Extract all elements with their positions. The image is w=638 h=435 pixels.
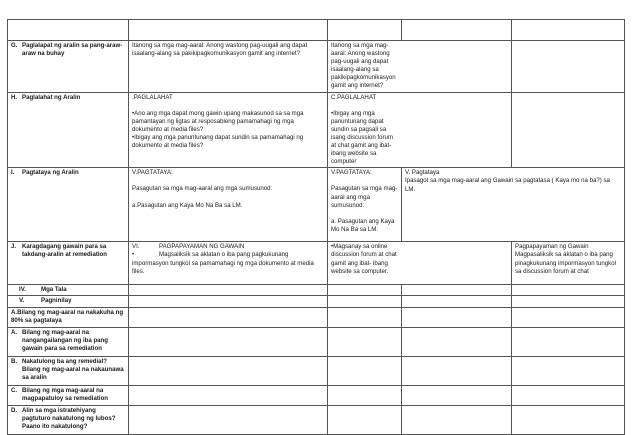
table-row-i — [8, 168, 625, 242]
row-number: G. — [11, 42, 18, 49]
row-label-cell — [8, 168, 129, 242]
table-cell — [402, 296, 512, 307]
table-cell — [402, 20, 512, 41]
row-label: Mga Tala — [41, 286, 67, 294]
bullet-text: •Ano ang mga dapat mong gawin upang makasunod sa sa mga pamantayan ng ligtas at resposableng pamamahagi ng mga dokumento at media files? — [132, 109, 304, 133]
table-row-b — [8, 356, 625, 385]
day-cell: Itanong sa mga mag-aaral: Anong wastong pag-uugali ang dapat isaalang-alang sa pakikipagkomunikasyon gamit ang internet? — [129, 41, 328, 93]
table-cell — [402, 385, 512, 405]
day-cell — [328, 168, 402, 242]
cell-text: Ipasagot sa mga mag-aaral ang Gawain sa pagtatasa ( Kaya mo na ba?) sa LM. — [405, 177, 610, 193]
table-cell — [512, 405, 625, 434]
row-label: Alin sa mga istratehiyang pagtuturo nakatulong ng lubos? Paano ito nakatulong? — [22, 406, 116, 430]
row-label: Pagtataya ng Aralin — [22, 169, 79, 177]
day-cell — [328, 41, 512, 93]
row-number: H. — [11, 93, 18, 101]
row-number: V. — [19, 297, 25, 305]
cell-text: Pagpapayaman ng Gawain Magpasaliksik sa aklatan o iba pang pinagkukunang impormasyon tungkol sa discussion forum at chat — [515, 243, 616, 275]
table-cell — [129, 327, 328, 356]
table-cell — [512, 296, 625, 307]
row-label: Nakatulong ba ang remedial? Bilang ng mag-aaral na nakaunawa sa aralin — [22, 357, 124, 381]
table-cell — [328, 285, 402, 296]
row-number: A. — [11, 328, 18, 336]
row-label: A.Bilang ng mag-aaral na nakakuha ng 80% sa pagtataya — [11, 308, 124, 324]
cell-text: a. Pasagutan ang Kaya Mo Na Ba sa LM. — [331, 217, 395, 233]
cell-text: Itanong sa mga mag-aaral: Anong wastong pag-uugali ang dapat isaalang-alang sa pakikipagkomunikasyon gamit ang internet? — [331, 42, 396, 90]
table-cell — [402, 285, 512, 296]
row-label-cell — [8, 41, 129, 93]
table-cell — [512, 285, 625, 296]
table-cell — [328, 385, 402, 405]
table-cell — [328, 405, 402, 434]
table-cell — [328, 20, 402, 41]
table-cell — [512, 327, 625, 356]
table-cell — [129, 296, 328, 307]
table-row-h — [8, 92, 625, 168]
table-row-v — [8, 296, 625, 307]
section-heading: .PAGLALAHAT — [132, 93, 173, 101]
table-row-iv — [8, 285, 625, 296]
row-label: Paglalahat ng Aralin — [22, 93, 81, 101]
row-label-cell — [8, 327, 129, 356]
table-cell — [129, 307, 328, 327]
table-cell — [512, 356, 625, 385]
table-cell — [402, 405, 512, 434]
table-cell — [328, 307, 402, 327]
table-cell — [129, 285, 328, 296]
bullet-text: •Ibigay ang mga panuntunang dapat sundin sa pamamahagi ng dokumento at media files? — [132, 133, 304, 150]
row-label-cell — [8, 92, 129, 168]
cell-text: Pasagutan sa mga mag-aaral ang mga sumusunod: — [331, 185, 398, 209]
cell-text: Pasagutan sa mga mag-aaral ang mga sumusunod: — [132, 185, 273, 193]
day-cell — [129, 92, 328, 168]
table-cell — [512, 307, 625, 327]
section-heading: V. Pagtataya — [405, 169, 440, 177]
section-heading: V.PAGTATAYA: — [331, 169, 372, 177]
table-cell — [8, 20, 129, 41]
day-cell — [129, 242, 328, 285]
bullet: • — [132, 251, 135, 259]
row-label-cell — [8, 242, 129, 285]
table-cell — [402, 327, 512, 356]
row-label-cell — [8, 307, 129, 327]
bullet-text: Magsaliksik sa aklatan o iba pang pagkukunang — [159, 251, 289, 259]
table-row-j — [8, 242, 625, 285]
table-cell — [402, 356, 512, 385]
row-number: J. — [11, 243, 17, 251]
row-label: Paglalapat ng aralin sa pang-araw-araw na buhay — [22, 42, 123, 58]
table-cell — [328, 356, 402, 385]
row-number: B. — [11, 357, 18, 365]
day-cell — [512, 41, 625, 93]
row-label-cell — [8, 405, 129, 434]
section-heading: V.PAGTATAYA: — [132, 169, 173, 177]
row-label-cell — [8, 285, 129, 296]
table-row-g — [8, 41, 625, 93]
table-row-d — [8, 405, 625, 434]
section-heading: C.PAGLALAHAT — [331, 93, 377, 101]
section-heading: PAGPAPAYAMAN NG GAWAIN — [159, 243, 245, 251]
table-row-a — [8, 327, 625, 356]
section-number: VI. — [132, 243, 140, 251]
table-row-a80 — [8, 307, 625, 327]
table-row-top — [8, 20, 625, 41]
row-label-cell — [8, 296, 129, 307]
row-number: C. — [11, 386, 18, 394]
bullet-text: •Ibigay ang mga panuntunang dapat sundin sa pagsali sa isang discussion forum at chat gamit ang ibat-ibang website sa computer — [331, 109, 393, 166]
row-number: I. — [11, 169, 15, 177]
row-label: Bilang ng mga mag-aaral na magpapatuloy sa remediation — [22, 386, 109, 402]
cell-text: a.Pasagutan ang Kaya Mo Na Ba sa LM. — [132, 201, 243, 209]
row-number: IV. — [19, 286, 26, 294]
table-row-c — [8, 385, 625, 405]
day-cell — [512, 242, 625, 285]
day-cell — [328, 242, 512, 285]
table-cell — [129, 385, 328, 405]
day-cell — [129, 168, 328, 242]
day-cell — [512, 92, 625, 168]
cell-text: •Magsanay sa online discussion forum at chat gamit ang ibat- ibang website sa computer. — [331, 243, 397, 275]
table-cell — [328, 327, 402, 356]
day-cell — [328, 92, 512, 168]
table-cell — [129, 356, 328, 385]
table-cell — [129, 20, 328, 41]
table-cell — [512, 385, 625, 405]
table-cell — [402, 307, 512, 327]
row-label: Karagdagang gawain para sa takdang-aralin at remediation — [22, 243, 107, 259]
lesson-plan-table — [7, 19, 625, 435]
day-cell — [402, 168, 625, 242]
row-label-cell — [8, 385, 129, 405]
row-label-cell — [8, 356, 129, 385]
row-label: Bilang ng mag-aaral na nangangailangan ng iba pang gawain para sa remediation — [22, 328, 108, 352]
table-cell — [129, 405, 328, 434]
row-number: D. — [11, 406, 18, 414]
row-label: Pagninilay — [41, 297, 72, 305]
table-cell — [328, 296, 402, 307]
bullet-text: impormasyon tungkol sa pamamahagi ng mga dokumento at media files. — [132, 259, 314, 275]
table-cell — [512, 20, 625, 41]
